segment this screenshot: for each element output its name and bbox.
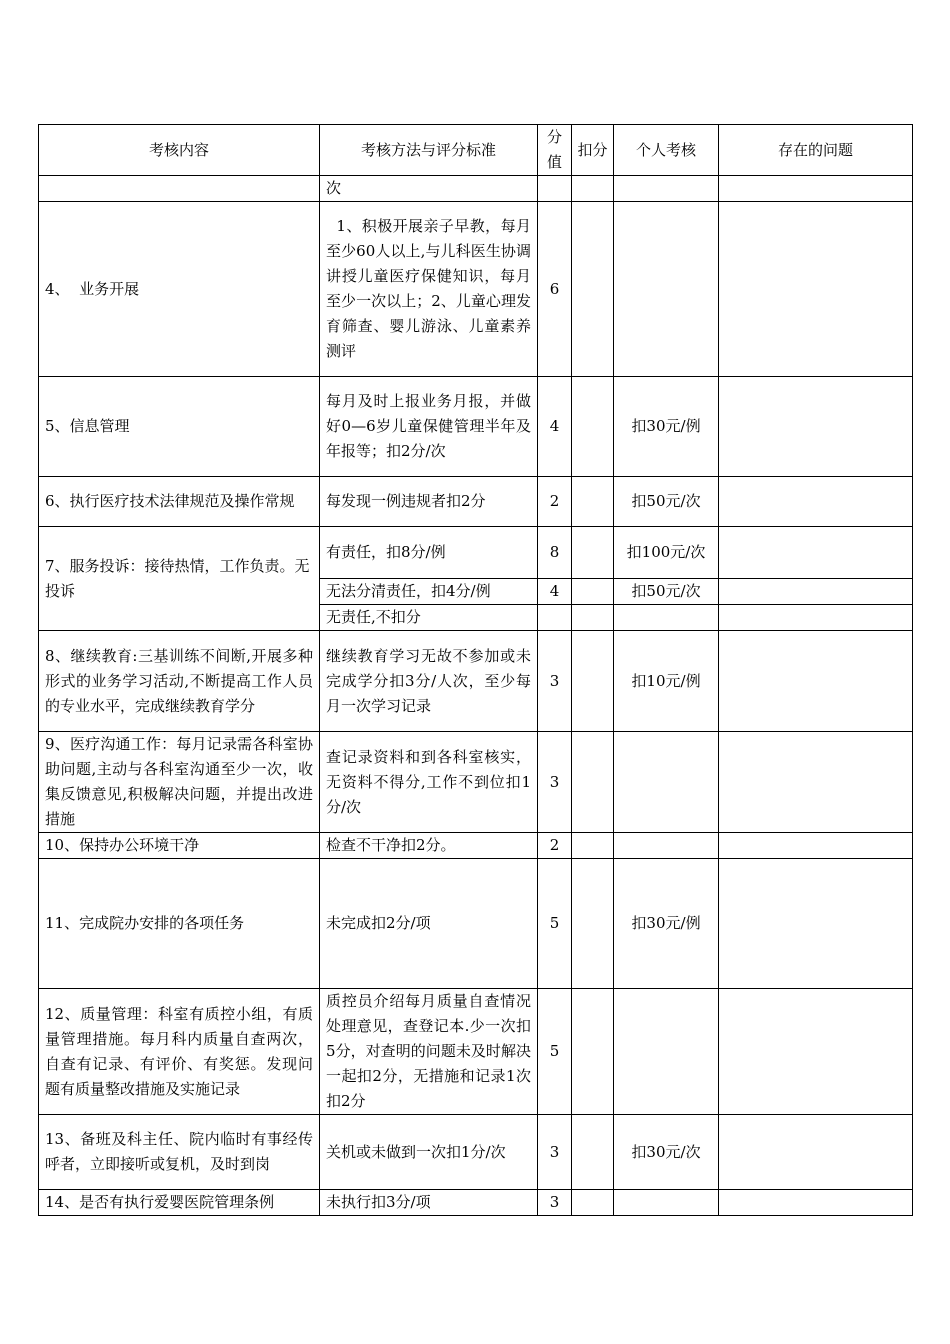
problems-cell: [719, 1190, 913, 1216]
method-cell: 继续教育学习无故不参加或未完成学分扣3分/人次，至少每月一次学习记录: [320, 631, 538, 732]
score-cell: 3: [538, 1115, 572, 1190]
personal-cell: 扣30元/次: [614, 1115, 719, 1190]
method-cell: 无法分清责任，扣4分/例: [320, 579, 538, 605]
assessment-table: [38, 124, 913, 1216]
method-cell: 关机或未做到一次扣1分/次: [320, 1115, 538, 1190]
content-cell: 13、备班及科主任、院内临时有事经传呼者，立即接听或复机，及时到岗: [39, 1115, 320, 1190]
deduct-cell: [572, 527, 614, 579]
table-row: [39, 477, 913, 527]
problems-cell: [719, 1115, 913, 1190]
score-cell: 8: [538, 527, 572, 579]
score-cell: [538, 176, 572, 202]
personal-cell: 扣50元/次: [614, 477, 719, 527]
content-cell: 9、医疗沟通工作：每月记录需各科室协助问题,主动与各科室沟通至少一次，收集反馈意见,积极解决问题，并提出改进措施: [39, 732, 320, 833]
score-cell: 5: [538, 989, 572, 1115]
method-cell: 每发现一例违规者扣2分: [320, 477, 538, 527]
method-cell: 每月及时上报业务月报，并做好0—6岁儿童保健管理半年及年报等；扣2分/次: [320, 377, 538, 477]
problems-cell: [719, 989, 913, 1115]
problems-cell: [719, 631, 913, 732]
content-cell: 6、执行医疗技术法律规范及操作常规: [39, 477, 320, 527]
content-cell: 14、是否有执行爱婴医院管理条例: [39, 1190, 320, 1216]
problems-cell: [719, 579, 913, 605]
score-cell: 6: [538, 202, 572, 377]
deduct-cell: [572, 1115, 614, 1190]
problems-cell: [719, 605, 913, 631]
table-row: [39, 377, 913, 477]
table-row: [39, 859, 913, 989]
header-deduct: 扣分: [572, 125, 614, 176]
problems-cell: [719, 732, 913, 833]
method-cell: 1、积极开展亲子早教，每月至少60人以上,与儿科医生协调讲授儿童医疗保健知识，每月至少一次以上；2、儿童心理发育筛查、婴儿游泳、儿童素养测评: [320, 202, 538, 377]
method-cell: 查记录资料和到各科室核实，无资料不得分,工作不到位扣1分/次: [320, 732, 538, 833]
method-cell: 质控员介绍每月质量自查情况处理意见，查登记本.少一次扣5分，对查明的问题未及时解决一起扣2分，无措施和记录1次扣2分: [320, 989, 538, 1115]
table-row: [39, 176, 913, 202]
content-cell: 4、 业务开展: [39, 202, 320, 377]
content-cell: [39, 176, 320, 202]
content-cell: 11、完成院办安排的各项任务: [39, 859, 320, 989]
header-personal: 个人考核: [614, 125, 719, 176]
method-cell: 未完成扣2分/项: [320, 859, 538, 989]
score-cell: 3: [538, 732, 572, 833]
table-row: [39, 833, 913, 859]
deduct-cell: [572, 477, 614, 527]
personal-cell: [614, 833, 719, 859]
personal-cell: [614, 1190, 719, 1216]
personal-cell: 扣10元/例: [614, 631, 719, 732]
content-cell: 8、继续教育:三基训练不间断,开展多种形式的业务学习活动,不断提高工作人员的专业水平，完成继续教育学分: [39, 631, 320, 732]
score-cell: [538, 605, 572, 631]
deduct-cell: [572, 859, 614, 989]
deduct-cell: [572, 176, 614, 202]
method-cell: 次: [320, 176, 538, 202]
header-method: 考核方法与评分标准: [320, 125, 538, 176]
header-content: 考核内容: [39, 125, 320, 176]
method-cell: 检查不干净扣2分。: [320, 833, 538, 859]
deduct-cell: [572, 579, 614, 605]
score-cell: 3: [538, 631, 572, 732]
deduct-cell: [572, 605, 614, 631]
table-row: [39, 631, 913, 732]
deduct-cell: [572, 202, 614, 377]
score-cell: 4: [538, 377, 572, 477]
content-cell: 12、质量管理：科室有质控小组，有质量管理措施。每月科内质量自查两次，自查有记录、有评价、有奖惩。发现问题有质量整改措施及实施记录: [39, 989, 320, 1115]
deduct-cell: [572, 631, 614, 732]
score-cell: 3: [538, 1190, 572, 1216]
personal-cell: 扣30元/例: [614, 859, 719, 989]
header-score: 分值: [538, 125, 572, 176]
method-cell: 无责任,不扣分: [320, 605, 538, 631]
method-cell: 有责任，扣8分/例: [320, 527, 538, 579]
deduct-cell: [572, 377, 614, 477]
score-cell: 2: [538, 477, 572, 527]
score-cell: 2: [538, 833, 572, 859]
personal-cell: [614, 176, 719, 202]
problems-cell: [719, 527, 913, 579]
method-cell: 未执行扣3分/项: [320, 1190, 538, 1216]
personal-cell: [614, 989, 719, 1115]
header-row: [39, 125, 913, 176]
deduct-cell: [572, 732, 614, 833]
content-cell: 10、保持办公环境干净: [39, 833, 320, 859]
problems-cell: [719, 477, 913, 527]
header-problems: 存在的问题: [719, 125, 913, 176]
problems-cell: [719, 833, 913, 859]
score-cell: 5: [538, 859, 572, 989]
table-row: [39, 989, 913, 1115]
personal-cell: 扣50元/次: [614, 579, 719, 605]
personal-cell: [614, 732, 719, 833]
table-row: [39, 732, 913, 833]
personal-cell: 扣100元/次: [614, 527, 719, 579]
score-cell: 4: [538, 579, 572, 605]
personal-cell: [614, 605, 719, 631]
table-row: [39, 202, 913, 377]
table-row: [39, 1115, 913, 1190]
problems-cell: [719, 377, 913, 477]
content-cell: 7、服务投诉：接待热情，工作负责。无投诉: [39, 527, 320, 631]
problems-cell: [719, 202, 913, 377]
table-row: [39, 527, 913, 579]
deduct-cell: [572, 1190, 614, 1216]
personal-cell: 扣30元/例: [614, 377, 719, 477]
table-row: [39, 1190, 913, 1216]
personal-cell: [614, 202, 719, 377]
content-cell: 5、信息管理: [39, 377, 320, 477]
deduct-cell: [572, 833, 614, 859]
deduct-cell: [572, 989, 614, 1115]
problems-cell: [719, 859, 913, 989]
problems-cell: [719, 176, 913, 202]
